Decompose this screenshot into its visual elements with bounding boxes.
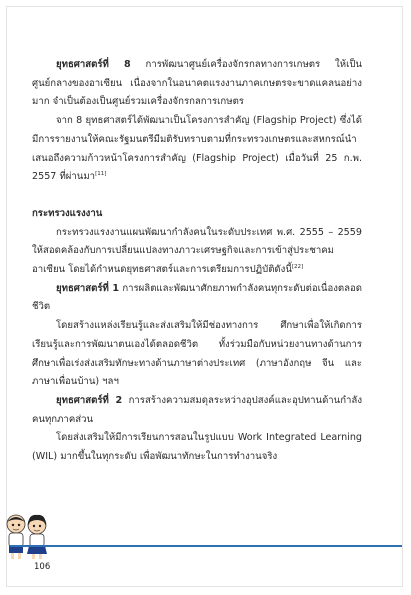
labor-intro-text: กระทรวงแรงงานแผนพัฒนากำลังคนในระดับประเทศ พ.ศ. 2555 – 2559 ให้สอดคล้องกับการเปลี่ยนแปลงทางภาวะเศรษฐกิจและการเข้าสู่ประชาคมอาเซียน โดยได้กำหนดยุทธศาสตร์และการเตรียมการปฏิบัติดังนี้ bbox=[32, 226, 362, 276]
strategy-8-lead: ยุทธศาสตร์ที่ 8 bbox=[56, 59, 131, 70]
mascot-boy bbox=[7, 515, 25, 559]
strategy-1-lead: ยุทธศาสตร์ที่ 1 bbox=[56, 282, 120, 294]
paragraph-strategy-2 bbox=[32, 392, 362, 429]
document-body bbox=[32, 56, 362, 467]
page-number: 106 bbox=[34, 562, 51, 572]
reference-11: [11] bbox=[95, 171, 107, 178]
strategy-1-text: การผลิตและพัฒนาศักยภาพกำลังคนทุกระดับต่อเนื่องตลอดชีวิต bbox=[32, 282, 362, 313]
paragraph-strategy-2-detail: โดยส่งเสริมให้มีการเรียนการสอนในรูปแบบ Work Integrated Learning (WIL) มากขึ้นในทุกระดับ เพื่อพัฒนาทักษะในการทำงานจริง bbox=[32, 432, 362, 463]
section-heading: กระทรวงแรงงาน bbox=[32, 207, 103, 219]
footer-rule bbox=[10, 545, 402, 547]
flagship-text: จาก 8 ยุทธศาสตร์ได้พัฒนาเป็นโครงการสำคัญ (Flagship Project) ซึ่งได้มีการรายงานให้คณะรัฐมนตรีมีมติรับทราบตามที่กระทรวงเกษตรและสหกรณ์นำเสนอถึงความก้าวหน้าโครงการสำคัญ (Flagship Project) เมื่อวันที่ 25 ก.พ. 2557 ที่ผ่านมา bbox=[32, 115, 362, 183]
mascot-girl bbox=[27, 515, 47, 559]
mascot-illustration bbox=[4, 512, 50, 562]
paragraph-strategy-1 bbox=[32, 280, 362, 317]
paragraph-flagship bbox=[32, 112, 362, 187]
paragraph-labor-intro bbox=[32, 224, 362, 280]
paragraph-strategy-1-detail: โดยสร้างแหล่งเรียนรู้และส่งเสริมให้มีช่องทางการ ศึกษาเพื่อให้เกิดการเรียนรู้และการพัฒนาตนเองได้ตลอดชีวิต ทั้งร่วมมือกับหน่วยงานทางด้านการศึกษาเพื่อเร่งส่งเสริมทักษะทางด้านภาษาต่างประเทศ (ภาษาอังกฤษ จีน และภาษาเพื่อนบ้าน) ฯลฯ bbox=[32, 320, 362, 388]
strategy-2-lead: ยุทธศาสตร์ที่ 2 bbox=[56, 394, 123, 406]
strategy-8-text: การพัฒนาศูนย์เครื่องจักรกลทางการเกษตร ให้เป็นศูนย์กลางของอาเซียน เนื่องจากในอนาคตแรงงานภาคเกษตรจะขาดแคลนอย่างมาก จำเป็นต้องเป็นศูนย์รวมเครื่องจักรกลการเกษตร bbox=[32, 59, 362, 108]
paragraph-strategy-8 bbox=[32, 56, 362, 112]
reference-22: [22] bbox=[291, 263, 304, 270]
strategy-2-text: การสร้างความสมดุลระหว่างอุปสงค์และอุปทานด้านกำลังคนทุกภาคส่วน bbox=[32, 394, 362, 425]
